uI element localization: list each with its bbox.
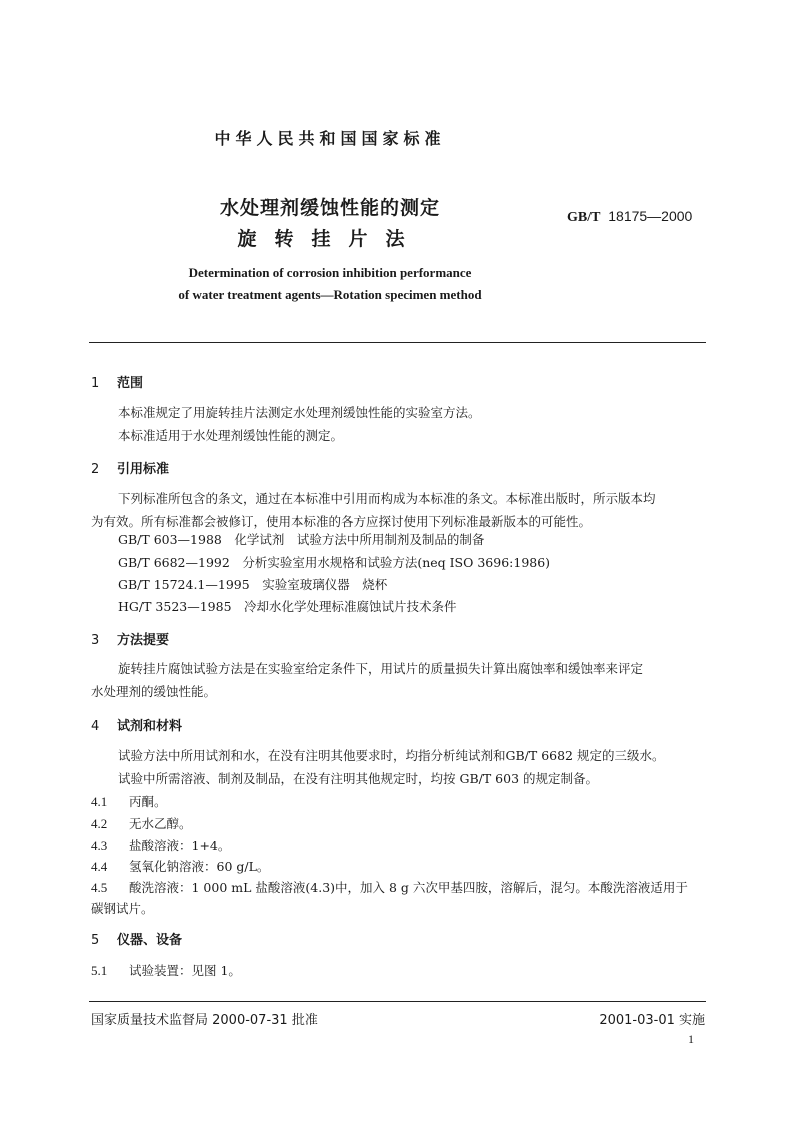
section-heading-principle [91, 629, 169, 648]
paragraph: 本标准适用于水处理剂缓蚀性能的测定。 [118, 428, 344, 443]
paragraph: 本标准规定了用旋转挂片法测定水处理剂缓蚀性能的实验室方法。 [118, 405, 481, 420]
section-heading-reagents [91, 715, 182, 734]
clause-number: 4.2 [91, 816, 108, 831]
paragraph: 试验方法中所用试剂和水，在没有注明其他要求时，均指分析纯试剂和GB/T 6682 规定的三级水。 [118, 748, 665, 763]
reference-item: GB/T 15724.1—1995 实验室玻璃仪器 烧杯 [118, 577, 388, 592]
clause-number: 4.5 [91, 880, 108, 895]
section-number: 1 [91, 376, 100, 391]
implementation-date: 2001-03-01 实施 [599, 1013, 705, 1028]
section-number: 3 [91, 633, 100, 648]
clause-continuation: 碳钢试片。 [91, 901, 154, 916]
reference-item: GB/T 6682—1992 分析实验室用水规格和试验方法(neq ISO 3696:1986) [118, 555, 551, 570]
clause-item [91, 814, 192, 832]
english-title-line1: Determination of corrosion inhibition performance [188, 265, 472, 280]
section-title: 引用标准 [117, 462, 170, 477]
paragraph: 下列标准所包含的条文，通过在本标准中引用而构成为本标准的条文。本标准出版时，所示版本均 [118, 491, 656, 506]
section-heading-references [91, 458, 169, 477]
section-title: 仪器、设备 [117, 933, 183, 948]
clause-number: 4.1 [91, 794, 108, 809]
national-standard-heading: 中华人民共和国国家标准 [214, 129, 446, 148]
section-number: 5 [91, 933, 100, 948]
clause-item [91, 857, 269, 875]
clause-text: 试验装置：见图 1。 [129, 963, 241, 978]
footer-rule [89, 1001, 706, 1002]
reference-item: GB/T 603—1988 化学试剂 试验方法中所用制剂及制品的制备 [118, 532, 485, 547]
standard-number-value: 18175—2000 [608, 208, 693, 224]
paragraph: 试验中所需溶液、制剂及制品，在没有注明其他规定时，均按 GB/T 603 的规定制备。 [118, 771, 599, 786]
header-rule [89, 342, 706, 343]
section-heading-scope [91, 372, 143, 391]
section-title: 试剂和材料 [117, 719, 183, 734]
clause-item [91, 792, 167, 810]
english-title-line2: of water treatment agents—Rotation specimen method [178, 287, 482, 302]
clause-item [91, 836, 230, 854]
clause-item [91, 878, 688, 896]
clause-text: 丙酮。 [129, 794, 167, 809]
section-number: 4 [91, 719, 100, 734]
document-title-line2: 旋转挂片法 [237, 228, 423, 250]
clause-number: 4.3 [91, 838, 108, 853]
approval-date: 国家质量技术监督局 2000-07-31 批准 [91, 1013, 318, 1028]
paragraph-continuation: 为有效。所有标准都会被修订，使用本标准的各方应探讨使用下列标准最新版本的可能性。 [91, 514, 592, 529]
page-number: 1 [688, 1032, 694, 1046]
clause-number: 4.4 [91, 859, 108, 874]
clause-text: 氢氧化钠溶液：60 g/L。 [129, 859, 270, 874]
section-title: 范围 [117, 376, 144, 391]
standard-prefix: GB/T [567, 210, 601, 225]
paragraph: 旋转挂片腐蚀试验方法是在实验室给定条件下，用试片的质量损失计算出腐蚀率和缓蚀率来评定 [118, 661, 644, 676]
section-title: 方法提要 [117, 633, 170, 648]
section-heading-apparatus [91, 929, 182, 948]
paragraph-continuation: 水处理剂的缓蚀性能。 [91, 684, 217, 699]
document-title-line1: 水处理剂缓蚀性能的测定 [219, 197, 440, 219]
clause-number: 5.1 [91, 963, 108, 978]
clause-text: 酸洗溶液：1 000 mL 盐酸溶液(4.3)中，加入 8 g 六次甲基四胺，溶解后，混匀。本酸洗溶液适用于 [129, 880, 688, 895]
reference-item: HG/T 3523—1985 冷却水化学处理标准腐蚀试片技术条件 [118, 599, 457, 614]
standard-number [567, 208, 692, 226]
section-number: 2 [91, 462, 100, 477]
clause-text: 盐酸溶液：1+4。 [129, 838, 231, 853]
clause-item [91, 961, 241, 979]
clause-text: 无水乙醇。 [129, 816, 192, 831]
